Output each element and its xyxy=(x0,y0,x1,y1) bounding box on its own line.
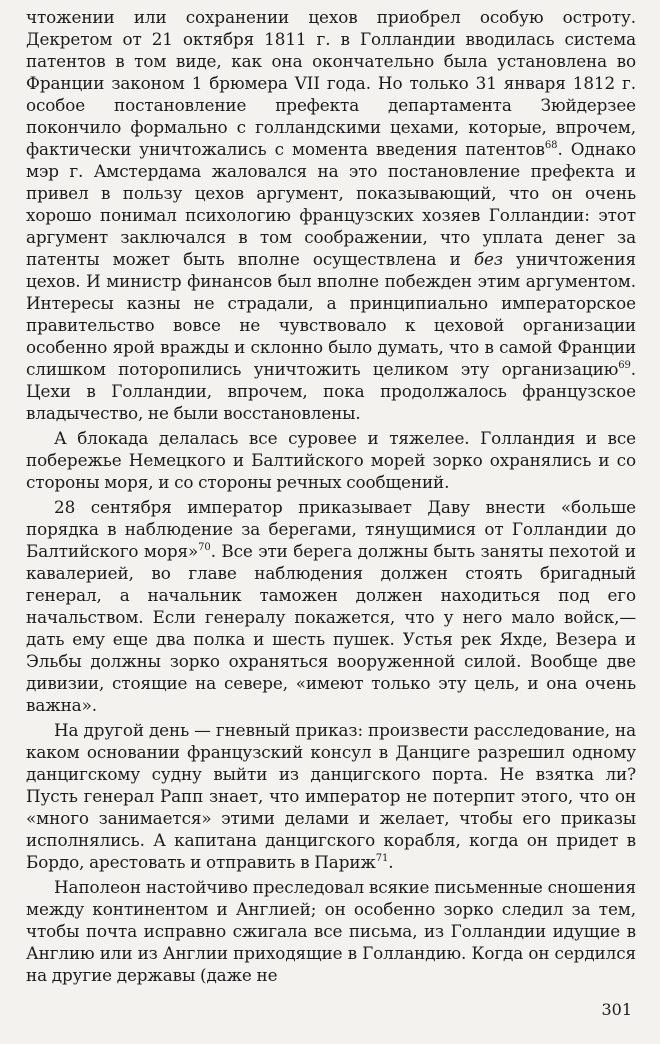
page-number: 301 xyxy=(601,1000,632,1019)
paragraph-1 xyxy=(26,6,636,424)
paragraph-5 xyxy=(26,876,636,986)
footnote-ref-69: 69 xyxy=(618,360,631,371)
paragraph-4 xyxy=(26,719,636,873)
paragraph-2 xyxy=(26,427,636,493)
p1-text-4: . Цехи в Голландии, впрочем, пока продолжалось французское владычество, не были восстановлены. xyxy=(26,359,636,423)
p3-text-1: 28 сентября император приказывает Даву внести «больше порядка в наблюдение за берегами, тянущимися от Голландии до Балтийского моря» xyxy=(26,497,636,561)
p3-text-2: . Все эти берега должны быть заняты пехотой и кавалерией, во главе наблюдения должен стоять бригадный генерал, а начальник таможен должен находиться под его начальством. Если генералу покажется, что у него мало войск,— дать ему еще два полка и шесть пушек. Устья рек Яхде, Везера и Эльбы должны зорко охраняться вооруженной силой. Вообще две дивизии, стоящие на севере, «имеют только эту цель, и она очень важна». xyxy=(26,541,636,715)
p1-emphasis: без xyxy=(473,249,503,269)
footnote-ref-71: 71 xyxy=(375,853,389,864)
p5-text-1: Наполеон настойчиво преследовал всякие письменные сношения между континентом и Англией; он особенно зорко следил за тем, чтобы почта исправно сжигала все письма, из Голландии идущие в Англию или из Англии приходящие в Голландию. Когда он сердился на другие державы (даже не xyxy=(26,877,636,985)
footnote-ref-68: 68 xyxy=(544,140,558,151)
p2-text-1: А блокада делалась все суровее и тяжелее. Голландия и все побережье Немецкого и Балтийского морей зорко охранялись и со стороны моря, и со стороны речных сообщений. xyxy=(26,428,636,492)
p4-text-1: На другой день — гневный приказ: произвести расследование, на каком основании французский консул в Данциге разрешил одному данцигскому судну выйти из данцигского порта. Не взятка ли? Пусть генерал Рапп знает, что император не потерпит этого, что он «много занимается» этими делами и желает, чтобы его приказы исполнялись. А капитана данцигского корабля, когда он придет в Бордо, арестовать и отправить в Париж xyxy=(26,720,636,872)
p4-text-2: . xyxy=(388,852,394,872)
paragraph-3 xyxy=(26,496,636,716)
p1-text-1: чтожении или сохранении цехов приобрел особую остроту. Декретом от 21 октября 1811 г. в Голландии вводилась система патентов в том виде, как она окончательно была установлена во Франции законом 1 брюмера VII года. Но только 31 января 1812 г. особое постановление префекта департамента Зюйдерзее покончило формально с голландскими цехами, которые, впрочем, фактически уничтожались с момента введения патентов xyxy=(26,7,636,159)
p1-text-3: уничтожения цехов. И министр финансов был вполне побежден этим аргументом. Интересы казны не страдали, а принципиально императорское правительство вовсе не чувствовало к цеховой организации особенно ярой вражды и склонно было думать, что в самой Франции слишком поторопились уничтожить целиком эту организацию xyxy=(26,249,636,379)
footnote-ref-70: 70 xyxy=(198,542,211,553)
p1-text-2: . Однако мэр г. Амстердама жаловался на это постановление префекта и привел в пользу цехов аргумент, показывающий, что он очень хорошо понимал психологию французских хозяев Голландии: этот аргумент заключался в том соображении, что уплата денег за патенты может быть вполне осуществлена и xyxy=(26,139,636,269)
